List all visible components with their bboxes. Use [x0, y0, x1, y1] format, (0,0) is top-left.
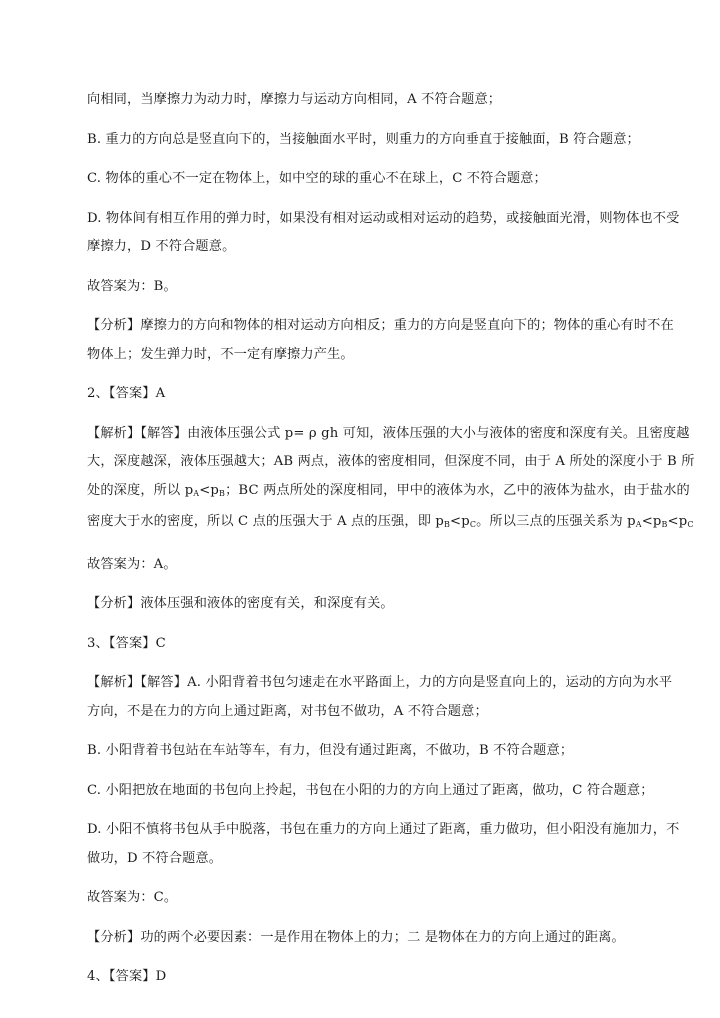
paragraph-option-b [87, 126, 677, 155]
question-3-option-c [87, 777, 677, 806]
formula-text: <p [199, 482, 220, 498]
document-page [87, 86, 695, 992]
paragraph-option-d [87, 205, 680, 262]
answer-line-1 [87, 273, 677, 302]
formula-text: <p [667, 514, 688, 529]
question-3-explanation-a [87, 669, 677, 726]
analysis-3 [87, 924, 677, 953]
question-3-answer-heading [87, 630, 677, 659]
formula-line-1 [87, 477, 690, 509]
subscript: A [635, 520, 642, 529]
text-line: 大，深度越深，液体压强越大；AB 两点，液体的密度相同，但深度不同，由于 A 所处的深度小于 B 所 [87, 454, 695, 469]
text-line: B. 小阳背着书包站在车站等车，有力，但没有通过距离，不做功，B 不符合题意； [87, 743, 574, 758]
analysis-2 [87, 590, 677, 619]
text-line: 2、【答案】A [87, 386, 166, 401]
text-line: 方向，不是在力的方向上通过距离，对书包不做功，A 不符合题意； [87, 703, 488, 719]
formula-text: 。所以三点的压强关系为 p [476, 514, 636, 529]
formula-text: <p [641, 514, 662, 529]
text-line: 做功，D 不符合题意。 [87, 850, 223, 866]
text-line: 【解析】【解答】由液体压强公式 p= ρ gh 可知，液体压强的大小与液体的密度和深度有关。且密度越 [87, 425, 690, 441]
formula-line-2 [87, 508, 694, 540]
formula-text: ；BC 两点所处的深度相同，甲中的液体为水，乙中的液体为盐水，由于盐水的 [225, 482, 690, 498]
text-line: 向相同，当摩擦力为动力时，摩擦力与运动方向相同，A 不符合题意； [87, 92, 502, 107]
text-line: 【解析】【解答】A. 小阳背着书包匀速走在水平路面上，力的方向是竖直向上的，运动的方向为水平 [87, 675, 673, 690]
text-line: 故答案为：B。 [87, 278, 177, 294]
paragraph-option-c [87, 165, 677, 194]
formula-text: 密度大于水的密度，所以 C 点的压强大于 A 点的压强，即 p [87, 514, 444, 529]
text-line: 故答案为：A。 [87, 556, 177, 572]
text-line: C. 小阳把放在地面的书包向上拎起，书包在小阳的力的方向上通过了距离，做功，C 符合题意； [87, 782, 654, 798]
answer-line-2 [87, 551, 677, 580]
answer-line-3 [87, 884, 677, 913]
text-line: C. 物体的重心不一定在物体上，如中空的球的重心不在球上，C 不符合题意； [87, 171, 547, 186]
text-line: D. 小阳不慎将书包从手中脱落，书包在重力的方向上通过了距离，重力做功，但小阳没有施加力，不 [87, 822, 680, 837]
text-line: 【分析】液体压强和液体的密度有关，和深度有关。 [87, 596, 394, 611]
text-line: 物体上；发生弹力时，不一定有摩擦力产生。 [87, 346, 354, 362]
analysis-1 [87, 312, 677, 369]
question-2-explanation [87, 420, 695, 540]
question-2-answer-heading [87, 380, 677, 409]
subscript: B [219, 488, 226, 498]
subscript: C [687, 520, 694, 529]
formula-text: 处的深度，所以 p [87, 482, 194, 498]
text-line: 【分析】功的两个必要因素：一是作用在物体上的力；二 是物体在力的方向上通过的距离。 [87, 929, 625, 945]
subscript: B [661, 520, 668, 529]
subscript: A [193, 488, 200, 498]
text-line: 故答案为：C。 [87, 890, 178, 905]
text-line: 4、【答案】D [87, 969, 167, 984]
formula-text: <p [450, 514, 470, 529]
text-line: D. 物体间有相互作用的弹力时，如果没有相对运动或相对运动的趋势，或接触面光滑，则物体也不受 [87, 210, 680, 226]
question-3-option-d [87, 816, 680, 873]
text-line: 摩擦力，D 不符合题意。 [87, 239, 236, 254]
question-4-answer-heading [87, 963, 677, 992]
text-line: 3、【答案】C [87, 635, 166, 651]
paragraph-friction-direction [87, 86, 677, 115]
text-line: B. 重力的方向总是竖直向下的，当接触面水平时，则重力的方向垂直于接触面，B 符合题意； [87, 131, 640, 147]
text-line: 【分析】摩擦力的方向和物体的相对运动方向相反；重力的方向是竖直向下的；物体的重心有时不在 [87, 318, 674, 333]
subscript: C [469, 520, 477, 529]
question-3-option-b [87, 737, 677, 766]
subscript: B [443, 520, 451, 529]
